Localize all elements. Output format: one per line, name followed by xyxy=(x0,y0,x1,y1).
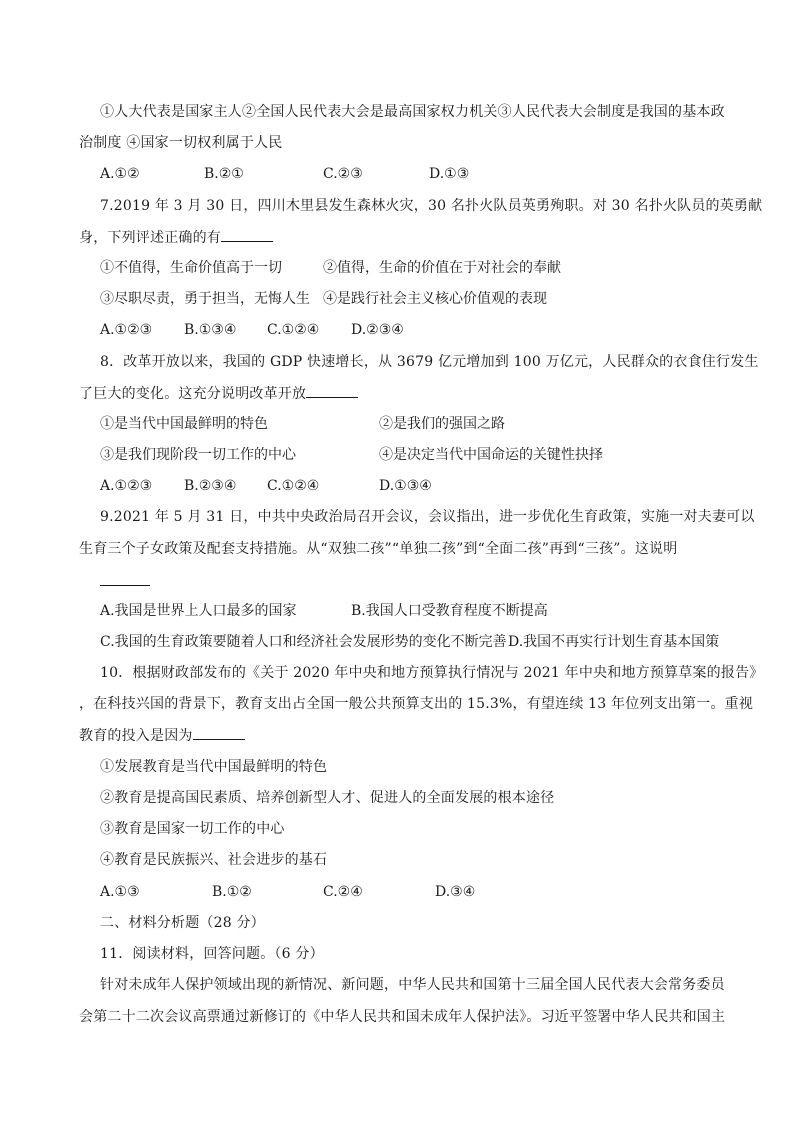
q7-stem-text: 身，下列评述正确的有 xyxy=(79,230,221,246)
q6-statement-line2: 治制度 ④国家一切权利属于人民 xyxy=(79,135,283,151)
q7-stem-line2 xyxy=(79,227,273,248)
q9-option-b: B.我国人口受教育程度不断提高 xyxy=(351,603,548,619)
q7-stem-line1: 7.2019 年 3 月 30 日，四川木里县发生森林火灾，30 名扑火队员英勇殉职。对 30 名扑火队员的英勇献 xyxy=(100,198,763,214)
q8-item-1: ①是当代中国最鲜明的特色 xyxy=(100,416,268,432)
q10-stem-text: 教育的投入是因为 xyxy=(79,728,193,744)
q10-stem-line3 xyxy=(79,725,245,746)
q8-stem-line1: 8．改革开放以来，我国的 GDP 快速增长，从 3679 亿元增加到 100 万亿元，人民群众的衣食住行发生 xyxy=(100,354,759,370)
q10-item-4: ④教育是民族振兴、社会进步的基石 xyxy=(100,852,328,868)
q10-option-d: D.③④ xyxy=(435,884,476,900)
q7-item-4: ④是践行社会主义核心价值观的表现 xyxy=(323,291,547,307)
q7-option-b: B.①③④ xyxy=(184,322,237,338)
q10-option-a: A.①③ xyxy=(100,884,140,900)
q9-option-a: A.我国是世界上人口最多的国家 xyxy=(100,603,297,619)
q8-item-3: ③是我们现阶段一切工作的中心 xyxy=(100,447,296,463)
q11-title: 11．阅读材料，回答问题。（6 分） xyxy=(100,946,324,962)
q9-option-d: D.我国不再实行计划生育基本国策 xyxy=(508,634,720,650)
q7-option-c: C.①②④ xyxy=(267,322,320,338)
q7-option-d: D.②③④ xyxy=(351,322,404,338)
q8-option-b: B.②③④ xyxy=(184,478,237,494)
q8-stem-text: 了巨大的变化。这充分说明改革开放 xyxy=(79,386,307,402)
q10-option-c: C.②④ xyxy=(323,884,363,900)
q6-statement-line1: ①人大代表是国家主人②全国人民代表大会是最高国家权力机关③人民代表大会制度是我国的基本政 xyxy=(100,104,725,120)
q7-item-2: ②值得，生命的价值在于对社会的奉献 xyxy=(323,260,561,276)
q8-answer-blank xyxy=(306,383,358,398)
q9-stem-line1: 9.2021 年 5 月 31 日，中共中央政治局召开会议，会议指出，进一步优化生育政策，实施一对夫妻可以 xyxy=(100,509,755,525)
q10-answer-blank xyxy=(193,725,245,740)
q10-stem-line1: 10．根据财政部发布的《关于 2020 年中央和地方预算执行情况与 2021 年中央和地方预算草案的报告》 xyxy=(100,665,764,681)
q10-item-2: ②教育是提高国民素质、培养创新型人才、促进人的全面发展的根本途径 xyxy=(100,790,555,806)
q6-option-c: C.②③ xyxy=(323,166,363,182)
q7-option-a: A.①②③ xyxy=(100,322,153,338)
q10-stem-line2: ，在科技兴国的背景下，教育支出占全国一般公共预算支出的 15.3%，有望连续 13 年位列支出第一。重视 xyxy=(79,696,754,712)
q6-option-d: D.①③ xyxy=(429,166,470,182)
q7-item-1: ①不值得，生命价值高于一切 xyxy=(100,260,282,276)
q7-item-3: ③尽职尽责，勇于担当，无悔人生 xyxy=(100,291,310,307)
q8-option-d: D.①③④ xyxy=(379,478,432,494)
q8-option-c: C.①②④ xyxy=(267,478,320,494)
q6-option-b: B.②① xyxy=(204,166,244,182)
q9-answer-blank xyxy=(100,584,150,586)
q9-option-c: C.我国的生育政策要随着人口和经济社会发展形势的变化不断完善 xyxy=(100,634,507,650)
q9-stem-line2: 生育三个子女政策及配套支持措施。从“双独二孩”“单独二孩”到“全面二孩”再到“三孩”。这说明 xyxy=(79,541,678,557)
q11-material-line1: 针对未成年人保护领域出现的新情况、新问题，中华人民共和国第十三届全国人民代表大会常务委员 xyxy=(100,977,725,993)
q8-item-2: ②是我们的强国之路 xyxy=(379,416,505,432)
q8-stem-line2 xyxy=(79,383,358,404)
q10-item-1: ①发展教育是当代中国最鲜明的特色 xyxy=(100,759,328,775)
q8-item-4: ④是决定当代中国命运的关键性抉择 xyxy=(379,447,603,463)
section-heading: 二、材料分析题（28 分） xyxy=(100,915,265,931)
q7-answer-blank xyxy=(221,227,273,242)
q6-option-a: A.①② xyxy=(100,166,140,182)
q10-item-3: ③教育是国家一切工作的中心 xyxy=(100,821,285,837)
q8-option-a: A.①②③ xyxy=(100,478,153,494)
q10-option-b: B.①② xyxy=(212,884,252,900)
q11-material-line2: 会第二十二次会议高票通过新修订的《中华人民共和国未成年人保护法》。习近平签署中华人民共和国主 xyxy=(79,1009,726,1025)
